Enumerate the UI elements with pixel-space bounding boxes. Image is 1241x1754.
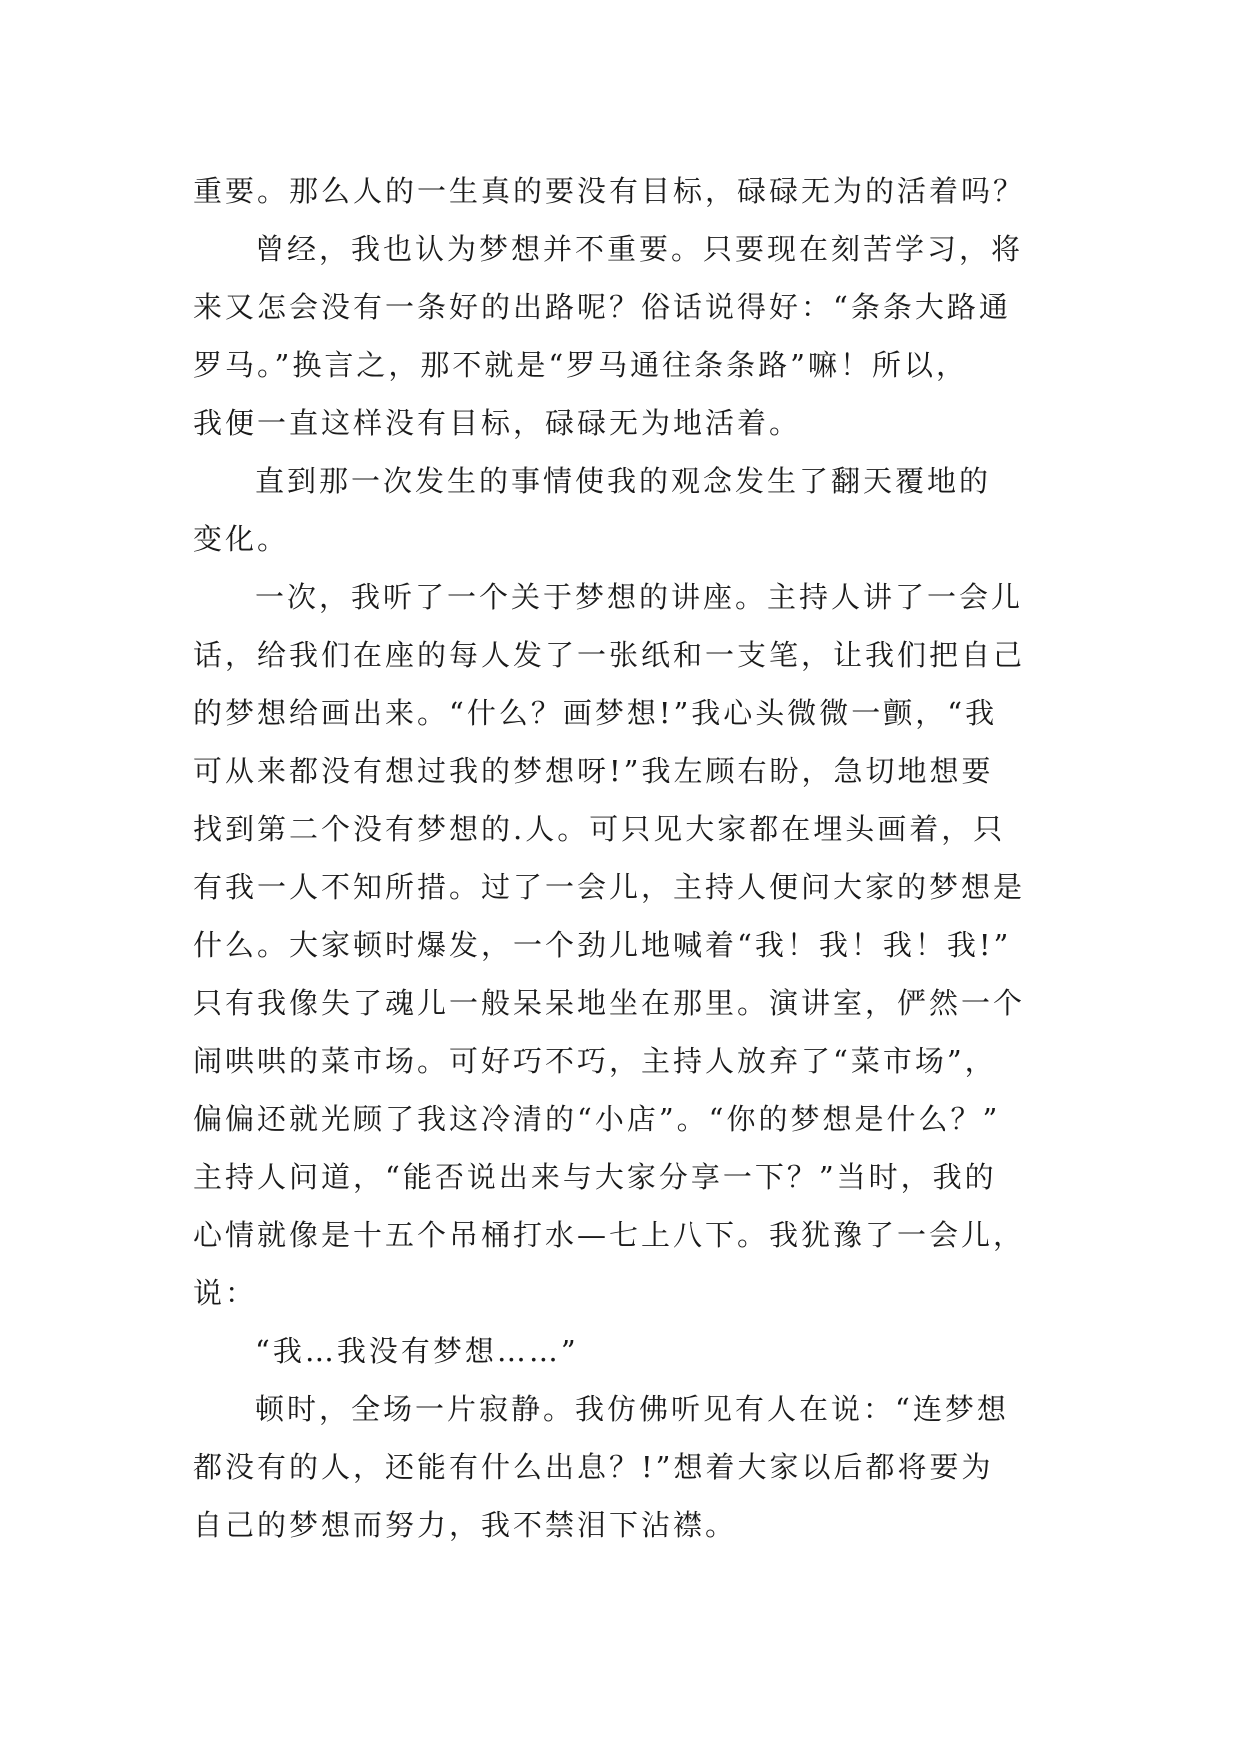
text-line: 主持人问道，“能否说出来与大家分享一下？”当时，我的: [193, 1160, 997, 1194]
text-line: 变化。: [193, 522, 290, 556]
text-line: 偏偏还就光顾了我这冷清的“小店”。“你的梦想是什么？”: [193, 1102, 1001, 1136]
text-line: 话，给我们在座的每人发了一张纸和一支笔，让我们把自己: [193, 638, 1026, 672]
text-line: 一次，我听了一个关于梦想的讲座。主持人讲了一会儿: [255, 580, 1024, 614]
text-line: 曾经，我也认为梦想并不重要。只要现在刻苦学习，将: [255, 232, 1024, 266]
essay-body: [193, 162, 1053, 1554]
text-line: 重要。那么人的一生真的要没有目标，碌碌无为的活着吗？: [193, 174, 1026, 208]
text-line: 来又怎会没有一条好的出路呢？俗话说得好：“条条大路通: [193, 290, 1011, 324]
text-line: 什么。大家顿时爆发，一个劲儿地喊着“我！我！我！我!”: [193, 928, 1012, 962]
text-line: 顿时，全场一片寂静。我仿佛听见有人在说：“连梦想: [255, 1392, 1009, 1426]
text-line: 心情就像是十五个吊桶打水—七上八下。我犹豫了一会儿，: [193, 1218, 1026, 1252]
text-line: 只有我像失了魂儿一般呆呆地坐在那里。演讲室，俨然一个: [193, 986, 1026, 1020]
text-line: 说：: [193, 1276, 258, 1310]
text-line: 自己的梦想而努力，我不禁泪下沾襟。: [193, 1508, 738, 1542]
text-line: 有我一人不知所措。过了一会儿，主持人便问大家的梦想是: [193, 870, 1026, 904]
text-line: 都没有的人，还能有什么出息？!”想着大家以后都将要为: [193, 1450, 994, 1484]
text-line: 找到第二个没有梦想的.人。可只见大家都在埋头画着，只: [193, 812, 1006, 846]
text-line: “我…我没有梦想……”: [255, 1334, 579, 1368]
text-line: 罗马。”换言之，那不就是“罗马通往条条路”嘛！所以，: [193, 348, 968, 382]
text-line: 可从来都没有想过我的梦想呀!”我左顾右盼，急切地想要: [193, 754, 994, 788]
text-line: 的梦想给画出来。“什么？画梦想!”我心头微微一颤，“我: [193, 696, 998, 730]
text-line: 闹哄哄的菜市场。可好巧不巧，主持人放弃了“菜市场”，: [193, 1044, 997, 1078]
text-line: 直到那一次发生的事情使我的观念发生了翻天覆地的: [255, 464, 992, 498]
text-line: 我便一直这样没有目标，碌碌无为地活着。: [193, 406, 802, 440]
